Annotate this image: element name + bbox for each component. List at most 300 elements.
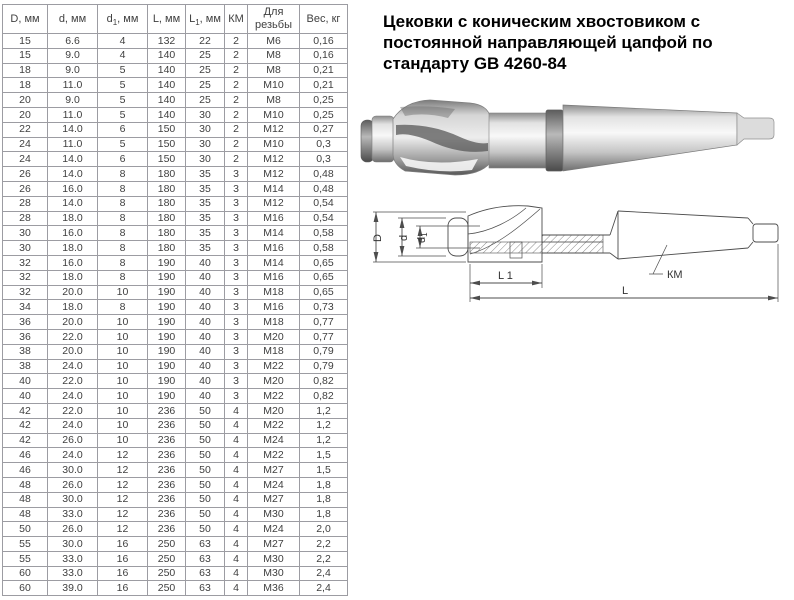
table-cell: 42 bbox=[3, 433, 48, 448]
table-cell: 0,77 bbox=[300, 315, 348, 330]
table-cell: 40 bbox=[186, 270, 225, 285]
table-cell: M10 bbox=[248, 78, 300, 93]
table-cell: 26.0 bbox=[48, 433, 98, 448]
table-cell: 36 bbox=[3, 329, 48, 344]
product-photo bbox=[360, 85, 794, 197]
table-cell: 40 bbox=[3, 389, 48, 404]
table-cell: 18.0 bbox=[48, 270, 98, 285]
table-cell: 4 bbox=[225, 507, 248, 522]
table-cell: 30.0 bbox=[48, 492, 98, 507]
table-cell: 0,65 bbox=[300, 285, 348, 300]
photo-pilot bbox=[361, 116, 394, 162]
table-cell: 190 bbox=[148, 344, 186, 359]
table-cell: 3 bbox=[225, 285, 248, 300]
table-cell: 3 bbox=[225, 300, 248, 315]
table-cell: 0,65 bbox=[300, 270, 348, 285]
table-cell: 26 bbox=[3, 167, 48, 182]
table-cell: 140 bbox=[148, 48, 186, 63]
table-cell: 63 bbox=[186, 566, 225, 581]
table-cell: 40 bbox=[186, 255, 225, 270]
table-cell: 190 bbox=[148, 255, 186, 270]
table-cell: 180 bbox=[148, 196, 186, 211]
table-cell: 16 bbox=[98, 566, 148, 581]
table-cell: 26.0 bbox=[48, 522, 98, 537]
table-row bbox=[3, 137, 348, 152]
table-cell: 190 bbox=[148, 300, 186, 315]
table-cell: M14 bbox=[248, 226, 300, 241]
table-cell: 28 bbox=[3, 211, 48, 226]
table-cell: 1,5 bbox=[300, 448, 348, 463]
table-cell: 3 bbox=[225, 374, 248, 389]
table-cell: 39.0 bbox=[48, 581, 98, 596]
table-cell: 24 bbox=[3, 137, 48, 152]
table-cell: 26.0 bbox=[48, 477, 98, 492]
table-cell: 8 bbox=[98, 167, 148, 182]
table-cell: 26 bbox=[3, 181, 48, 196]
table-cell: 50 bbox=[186, 463, 225, 478]
table-cell: 40 bbox=[186, 300, 225, 315]
table-cell: 9.0 bbox=[48, 63, 98, 78]
table-cell: 3 bbox=[225, 241, 248, 256]
table-cell: 6.6 bbox=[48, 34, 98, 49]
table-cell: 4 bbox=[225, 522, 248, 537]
table-cell: 50 bbox=[186, 477, 225, 492]
table-cell: 236 bbox=[148, 507, 186, 522]
table-cell: 55 bbox=[3, 537, 48, 552]
table-cell: 250 bbox=[148, 581, 186, 596]
table-cell: 0,21 bbox=[300, 78, 348, 93]
table-row bbox=[3, 152, 348, 167]
table-cell: 24.0 bbox=[48, 448, 98, 463]
table-cell: M12 bbox=[248, 196, 300, 211]
table-cell: 35 bbox=[186, 226, 225, 241]
table-cell: M24 bbox=[248, 477, 300, 492]
table-row bbox=[3, 93, 348, 108]
table-cell: 132 bbox=[148, 34, 186, 49]
table-cell: 3 bbox=[225, 389, 248, 404]
table-cell: 4 bbox=[225, 463, 248, 478]
table-cell: 14.0 bbox=[48, 152, 98, 167]
table-cell: M27 bbox=[248, 537, 300, 552]
table-cell: 1,2 bbox=[300, 403, 348, 418]
table-cell: 33.0 bbox=[48, 507, 98, 522]
table-cell: 5 bbox=[98, 78, 148, 93]
table-cell: 0,58 bbox=[300, 241, 348, 256]
table-row bbox=[3, 122, 348, 137]
table-cell: M12 bbox=[248, 152, 300, 167]
table-row bbox=[3, 359, 348, 374]
table-cell: 5 bbox=[98, 107, 148, 122]
column-header: Вес, кг bbox=[300, 5, 348, 34]
table-cell: 40 bbox=[186, 329, 225, 344]
table-cell: 8 bbox=[98, 196, 148, 211]
table-row bbox=[3, 63, 348, 78]
table-cell: 2 bbox=[225, 107, 248, 122]
table-cell: 30 bbox=[186, 137, 225, 152]
table-cell: 8 bbox=[98, 226, 148, 241]
table-cell: 9.0 bbox=[48, 93, 98, 108]
table-cell: 3 bbox=[225, 344, 248, 359]
table-cell: 140 bbox=[148, 93, 186, 108]
table-cell: 30.0 bbox=[48, 537, 98, 552]
table-cell: 63 bbox=[186, 581, 225, 596]
table-row bbox=[3, 211, 348, 226]
table-cell: 1,5 bbox=[300, 463, 348, 478]
table-cell: 4 bbox=[98, 48, 148, 63]
table-cell: 190 bbox=[148, 285, 186, 300]
table-cell: 63 bbox=[186, 551, 225, 566]
table-cell: 3 bbox=[225, 167, 248, 182]
table-cell: 150 bbox=[148, 137, 186, 152]
table-cell: 40 bbox=[186, 315, 225, 330]
table-cell: 60 bbox=[3, 566, 48, 581]
table-cell: 4 bbox=[225, 581, 248, 596]
table-cell: 0,82 bbox=[300, 389, 348, 404]
table-cell: 0,79 bbox=[300, 359, 348, 374]
table-cell: 8 bbox=[98, 211, 148, 226]
table-cell: 250 bbox=[148, 566, 186, 581]
table-cell: 180 bbox=[148, 241, 186, 256]
table-cell: 3 bbox=[225, 270, 248, 285]
table-row bbox=[3, 477, 348, 492]
table-cell: M8 bbox=[248, 48, 300, 63]
table-cell: 0,3 bbox=[300, 137, 348, 152]
table-cell: 236 bbox=[148, 418, 186, 433]
table-cell: 3 bbox=[225, 315, 248, 330]
table-cell: 0,25 bbox=[300, 93, 348, 108]
table-cell: 2 bbox=[225, 152, 248, 167]
dim-label-L1: L 1 bbox=[498, 270, 513, 282]
table-cell: 0,77 bbox=[300, 329, 348, 344]
table-cell: 35 bbox=[186, 241, 225, 256]
table-cell: 4 bbox=[225, 403, 248, 418]
table-cell: 16 bbox=[98, 537, 148, 552]
table-cell: 8 bbox=[98, 255, 148, 270]
table-cell: 140 bbox=[148, 107, 186, 122]
table-cell: M8 bbox=[248, 63, 300, 78]
table-cell: M30 bbox=[248, 566, 300, 581]
table-cell: M22 bbox=[248, 418, 300, 433]
table-cell: 2,4 bbox=[300, 566, 348, 581]
table-cell: 16.0 bbox=[48, 181, 98, 196]
table-cell: 2 bbox=[225, 63, 248, 78]
table-cell: M22 bbox=[248, 359, 300, 374]
table-cell: 2,0 bbox=[300, 522, 348, 537]
table-cell: 180 bbox=[148, 226, 186, 241]
table-cell: 2 bbox=[225, 93, 248, 108]
table-row bbox=[3, 315, 348, 330]
table-cell: M16 bbox=[248, 211, 300, 226]
table-cell: 10 bbox=[98, 433, 148, 448]
table-cell: 250 bbox=[148, 537, 186, 552]
table-row bbox=[3, 344, 348, 359]
table-cell: 0,16 bbox=[300, 48, 348, 63]
table-cell: 50 bbox=[186, 418, 225, 433]
table-row bbox=[3, 167, 348, 182]
table-cell: 236 bbox=[148, 492, 186, 507]
table-cell: 12 bbox=[98, 448, 148, 463]
table-row bbox=[3, 300, 348, 315]
table-cell: 35 bbox=[186, 196, 225, 211]
table-cell: 0,16 bbox=[300, 34, 348, 49]
table-cell: M36 bbox=[248, 581, 300, 596]
table-cell: 32 bbox=[3, 255, 48, 270]
table-cell: M20 bbox=[248, 403, 300, 418]
table-cell: 4 bbox=[225, 433, 248, 448]
table-cell: 6 bbox=[98, 152, 148, 167]
table-cell: 12 bbox=[98, 477, 148, 492]
table-cell: 30 bbox=[3, 226, 48, 241]
table-cell: 10 bbox=[98, 315, 148, 330]
dim-label-KM: КМ bbox=[667, 269, 683, 281]
table-cell: 50 bbox=[186, 448, 225, 463]
table-cell: 190 bbox=[148, 374, 186, 389]
table-cell: 50 bbox=[186, 522, 225, 537]
table-cell: 35 bbox=[186, 181, 225, 196]
table-cell: 20 bbox=[3, 93, 48, 108]
table-cell: 190 bbox=[148, 389, 186, 404]
table-cell: 40 bbox=[186, 285, 225, 300]
table-cell: 28 bbox=[3, 196, 48, 211]
table-cell: M10 bbox=[248, 107, 300, 122]
drawing-labels bbox=[372, 232, 683, 297]
table-cell: 22.0 bbox=[48, 374, 98, 389]
table-cell: 46 bbox=[3, 448, 48, 463]
table-cell: M30 bbox=[248, 551, 300, 566]
table-cell: 42 bbox=[3, 403, 48, 418]
table-cell: M14 bbox=[248, 181, 300, 196]
table-cell: 140 bbox=[148, 78, 186, 93]
table-cell: 3 bbox=[225, 329, 248, 344]
table-cell: 0,65 bbox=[300, 255, 348, 270]
table-cell: 40 bbox=[186, 389, 225, 404]
table-cell: M10 bbox=[248, 137, 300, 152]
table-cell: 2 bbox=[225, 137, 248, 152]
table-row bbox=[3, 448, 348, 463]
table-cell: 33.0 bbox=[48, 566, 98, 581]
table-cell: 0,79 bbox=[300, 344, 348, 359]
table-cell: 18.0 bbox=[48, 300, 98, 315]
table-row bbox=[3, 285, 348, 300]
table-cell: 38 bbox=[3, 344, 48, 359]
tech-drawing bbox=[370, 196, 794, 330]
table-cell: 4 bbox=[225, 537, 248, 552]
table-row bbox=[3, 566, 348, 581]
table-cell: 22.0 bbox=[48, 329, 98, 344]
table-cell: 2 bbox=[225, 78, 248, 93]
table-cell: 12 bbox=[98, 463, 148, 478]
table-cell: 16 bbox=[98, 551, 148, 566]
photo-cutting-head bbox=[393, 100, 490, 175]
table-cell: 22 bbox=[3, 122, 48, 137]
drawing-dimensions bbox=[373, 212, 778, 302]
table-cell: 18 bbox=[3, 63, 48, 78]
column-header: D, мм bbox=[3, 5, 48, 34]
dim-label-L: L bbox=[622, 285, 629, 297]
table-cell: 0,54 bbox=[300, 196, 348, 211]
table-cell: 16 bbox=[98, 581, 148, 596]
photo-taper-shank bbox=[563, 105, 774, 171]
table-cell: M27 bbox=[248, 492, 300, 507]
table-cell: M27 bbox=[248, 463, 300, 478]
table-cell: 3 bbox=[225, 255, 248, 270]
dim-label-d: d bbox=[398, 234, 410, 241]
table-cell: 50 bbox=[3, 522, 48, 537]
spec-table bbox=[2, 4, 348, 596]
table-cell: 18.0 bbox=[48, 241, 98, 256]
table-cell: 8 bbox=[98, 300, 148, 315]
table-cell: 3 bbox=[225, 226, 248, 241]
table-cell: 190 bbox=[148, 329, 186, 344]
table-cell: 32 bbox=[3, 285, 48, 300]
column-header: $d_1$, мм bbox=[98, 5, 148, 34]
table-cell: 2,2 bbox=[300, 537, 348, 552]
table-cell: M6 bbox=[248, 34, 300, 49]
table-cell: 48 bbox=[3, 507, 48, 522]
table-cell: 12 bbox=[98, 492, 148, 507]
table-cell: 16.0 bbox=[48, 226, 98, 241]
table-cell: 25 bbox=[186, 48, 225, 63]
table-row bbox=[3, 255, 348, 270]
table-cell: 36 bbox=[3, 315, 48, 330]
table-cell: 24.0 bbox=[48, 359, 98, 374]
table-cell: 3 bbox=[225, 196, 248, 211]
table-cell: M16 bbox=[248, 241, 300, 256]
table-cell: M24 bbox=[248, 433, 300, 448]
table-cell: 18 bbox=[3, 78, 48, 93]
table-cell: 30 bbox=[186, 152, 225, 167]
table-row bbox=[3, 78, 348, 93]
table-cell: 35 bbox=[186, 211, 225, 226]
table-cell: M24 bbox=[248, 522, 300, 537]
table-cell: 0,3 bbox=[300, 152, 348, 167]
table-cell: 35 bbox=[186, 167, 225, 182]
table-cell: 11.0 bbox=[48, 107, 98, 122]
table-row bbox=[3, 107, 348, 122]
table-cell: 60 bbox=[3, 581, 48, 596]
dim-label-d1: d1 bbox=[416, 232, 429, 243]
table-row bbox=[3, 403, 348, 418]
table-cell: 50 bbox=[186, 492, 225, 507]
table-cell: 6 bbox=[98, 122, 148, 137]
table-cell: 10 bbox=[98, 374, 148, 389]
table-cell: 190 bbox=[148, 359, 186, 374]
table-cell: 20.0 bbox=[48, 285, 98, 300]
table-cell: 32 bbox=[3, 270, 48, 285]
dim-label-D: D bbox=[372, 234, 384, 242]
table-cell: 236 bbox=[148, 433, 186, 448]
table-cell: 24 bbox=[3, 152, 48, 167]
table-cell: 2,2 bbox=[300, 551, 348, 566]
table-cell: 150 bbox=[148, 122, 186, 137]
table-cell: 50 bbox=[186, 403, 225, 418]
table-cell: 0,58 bbox=[300, 226, 348, 241]
column-header: L, мм bbox=[148, 5, 186, 34]
table-cell: 4 bbox=[225, 551, 248, 566]
table-cell: 190 bbox=[148, 270, 186, 285]
table-cell: 55 bbox=[3, 551, 48, 566]
table-row bbox=[3, 329, 348, 344]
photo-neck bbox=[489, 110, 563, 171]
table-row bbox=[3, 492, 348, 507]
table-cell: 4 bbox=[225, 492, 248, 507]
product-title: Цековки с коническим хвостовиком с постоянной направляющей цапфой по стандарту GB 4260-84 bbox=[383, 12, 713, 74]
table-cell: 1,8 bbox=[300, 507, 348, 522]
table-cell: 9.0 bbox=[48, 48, 98, 63]
table-cell: M18 bbox=[248, 315, 300, 330]
table-cell: M30 bbox=[248, 507, 300, 522]
spec-table-header-row bbox=[3, 5, 348, 34]
table-cell: M8 bbox=[248, 93, 300, 108]
table-cell: 3 bbox=[225, 211, 248, 226]
table-cell: 24.0 bbox=[48, 418, 98, 433]
table-cell: M20 bbox=[248, 374, 300, 389]
table-cell: 11.0 bbox=[48, 137, 98, 152]
table-row bbox=[3, 196, 348, 211]
table-cell: 33.0 bbox=[48, 551, 98, 566]
table-cell: 50 bbox=[186, 507, 225, 522]
table-cell: 30 bbox=[186, 122, 225, 137]
table-cell: 12 bbox=[98, 522, 148, 537]
table-cell: 2,4 bbox=[300, 581, 348, 596]
table-cell: 10 bbox=[98, 418, 148, 433]
table-row bbox=[3, 581, 348, 596]
table-cell: 38 bbox=[3, 359, 48, 374]
table-cell: 150 bbox=[148, 152, 186, 167]
table-cell: 14.0 bbox=[48, 122, 98, 137]
table-cell: 3 bbox=[225, 181, 248, 196]
column-header: Для резьбы bbox=[248, 5, 300, 34]
table-cell: 10 bbox=[98, 403, 148, 418]
table-cell: 50 bbox=[186, 433, 225, 448]
table-cell: 10 bbox=[98, 329, 148, 344]
table-cell: 14.0 bbox=[48, 167, 98, 182]
table-cell: 15 bbox=[3, 34, 48, 49]
table-cell: 4 bbox=[98, 34, 148, 49]
column-header: d, мм bbox=[48, 5, 98, 34]
table-cell: 42 bbox=[3, 418, 48, 433]
table-cell: 236 bbox=[148, 477, 186, 492]
table-cell: 16.0 bbox=[48, 255, 98, 270]
table-cell: 30.0 bbox=[48, 463, 98, 478]
table-cell: 30 bbox=[3, 241, 48, 256]
table-cell: 1,8 bbox=[300, 477, 348, 492]
table-cell: 5 bbox=[98, 93, 148, 108]
table-cell: 0,73 bbox=[300, 300, 348, 315]
table-cell: 2 bbox=[225, 122, 248, 137]
table-cell: 236 bbox=[148, 463, 186, 478]
table-cell: M22 bbox=[248, 448, 300, 463]
table-cell: 34 bbox=[3, 300, 48, 315]
table-cell: 5 bbox=[98, 63, 148, 78]
table-cell: 2 bbox=[225, 48, 248, 63]
table-cell: 22 bbox=[186, 34, 225, 49]
table-cell: M12 bbox=[248, 122, 300, 137]
table-cell: 250 bbox=[148, 551, 186, 566]
table-cell: 0,27 bbox=[300, 122, 348, 137]
table-cell: 3 bbox=[225, 359, 248, 374]
table-cell: 180 bbox=[148, 181, 186, 196]
column-header: $L_1$, мм bbox=[186, 5, 225, 34]
table-cell: 25 bbox=[186, 93, 225, 108]
table-row bbox=[3, 418, 348, 433]
table-cell: 236 bbox=[148, 448, 186, 463]
table-cell: M22 bbox=[248, 389, 300, 404]
table-cell: 1,2 bbox=[300, 418, 348, 433]
table-cell: 20 bbox=[3, 107, 48, 122]
table-cell: 12 bbox=[98, 507, 148, 522]
table-cell: M12 bbox=[248, 167, 300, 182]
